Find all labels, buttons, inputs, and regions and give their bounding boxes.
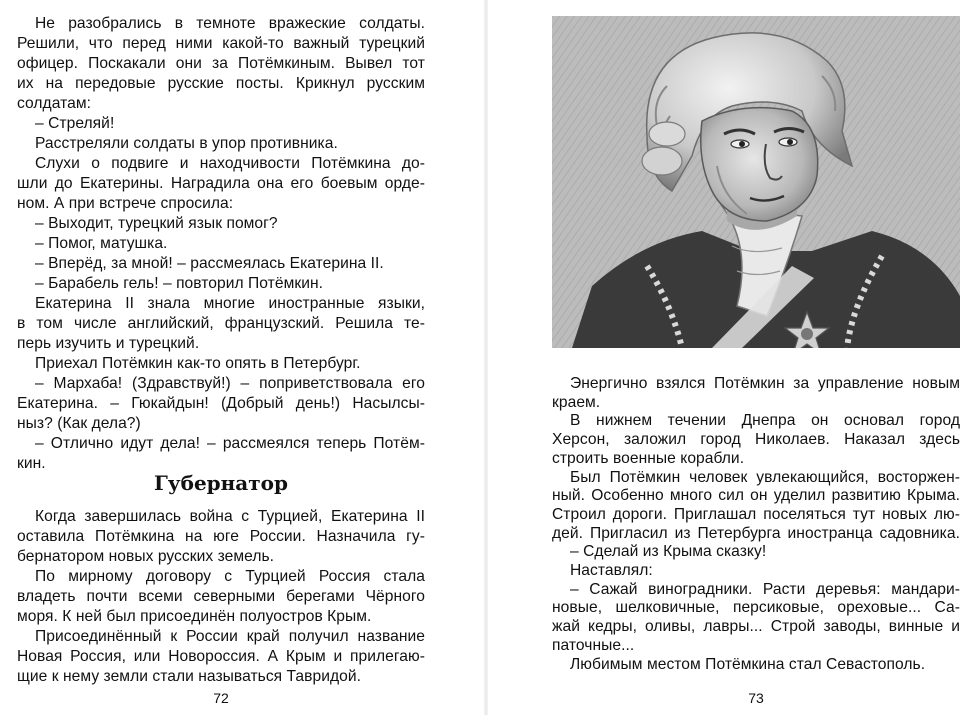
text-line: – Отлично идут дела! – рассмеялся теперь Потём- bbox=[35, 435, 425, 452]
page-number: 72 bbox=[213, 690, 229, 706]
text-line: – Помог, матушка. bbox=[35, 235, 168, 252]
text-line: Когда завершилась война с Турцией, Екатерина II bbox=[35, 508, 425, 525]
text-line: Любимым местом Потёмкина стал Севастополь. bbox=[570, 655, 926, 673]
text-line: Новая Россия, или Новороссия. А Крым и прилегаю- bbox=[17, 648, 425, 665]
text-line: краем. bbox=[552, 393, 601, 411]
text-line: Приехал Потёмкин как-то опять в Петербург. bbox=[35, 355, 361, 372]
text-line: дей. Пригласил из Петербурга иностранца садовника. bbox=[552, 524, 960, 542]
text-line: шли до Екатерины. Наградила она его боевым орде- bbox=[17, 175, 425, 192]
text-line: – Вперёд, за мной! – рассмеялась Екатерина II. bbox=[35, 255, 384, 272]
right-page bbox=[486, 0, 972, 715]
text-line: В нижнем течении Днепра он основал город bbox=[570, 412, 960, 430]
text-line: – Сажай виноградники. Расти деревья: мандари- bbox=[570, 580, 960, 598]
text-line: – Барабель гель! – повторил Потёмкин. bbox=[35, 275, 324, 292]
text-line: моря. К ней был присоединён полуостров Крым. bbox=[17, 608, 372, 625]
text-line: ном. А при встрече спросила: bbox=[17, 195, 234, 212]
text-line: Расстреляли солдаты в упор противника. bbox=[35, 135, 338, 152]
text-line: Екатерина II знала многие иностранные языки, bbox=[35, 295, 425, 312]
text-line: – Мархаба! (Здравствуй!) – поприветствовала его bbox=[35, 375, 425, 392]
text-line: щие к нему земли стали называться Тавридой. bbox=[17, 668, 361, 685]
text-line: офицер. Поскакали они за Потёмкиным. Вывел тот bbox=[17, 55, 425, 72]
text-line: – Выходит, турецкий язык помог? bbox=[35, 215, 278, 232]
text-line: в том числе английский, французский. Решила те- bbox=[17, 315, 425, 332]
text-line: оставила Потёмкина на юге России. Назначила гу- bbox=[17, 528, 425, 545]
text-line: – Стреляй! bbox=[35, 115, 115, 132]
text-line: жай кедры, оливы, лавры... Строй заводы, винные и bbox=[552, 618, 960, 636]
text-line: Энергично взялся Потёмкин за управление новым bbox=[570, 375, 960, 392]
text-line: Решили, что перед ними какой-то важный турецкий bbox=[17, 35, 425, 52]
text-line: строить военные корабли. bbox=[552, 449, 745, 467]
text-line: Херсон, заложил город Николаев. Наказал здесь bbox=[552, 431, 960, 449]
text-line: новые, шелковичные, персиковые, ореховые... Са- bbox=[552, 599, 960, 617]
text-line: ныз? (Как дела?) bbox=[17, 415, 141, 432]
text-line: солдатам: bbox=[17, 95, 91, 112]
page-number: 73 bbox=[748, 690, 764, 706]
text-line: – Сделай из Крыма сказку! bbox=[570, 543, 767, 561]
text-line: Не разобрались в темноте вражеские солдаты. bbox=[35, 15, 425, 32]
text-line: По мирному договору с Турцией Россия стала bbox=[35, 568, 425, 585]
text-line: Был Потёмкин человек увлекающийся, восторжен- bbox=[570, 468, 960, 486]
text-line: владеть почти всеми северными берегами Чёрного bbox=[17, 588, 425, 605]
text-line: Строил дороги. Приглашал поселяться тут новых лю- bbox=[552, 505, 960, 523]
text-line: Наставлял: bbox=[570, 562, 653, 579]
section-heading: Губернатор bbox=[154, 471, 288, 495]
text-line: ный. Особенно много сил он уделил развитию Крыма. bbox=[552, 487, 960, 505]
text-line: Екатерина. – Гюкайдын! (Добрый день!) Насылсы- bbox=[17, 395, 425, 412]
text-line: паточные... bbox=[552, 636, 635, 654]
text-line: их на передовые русские посты. Крикнул русским bbox=[17, 75, 425, 92]
text-line: Слухи о подвиге и находчивости Потёмкина до- bbox=[35, 155, 425, 172]
text-line: Присоединённый к России край получил название bbox=[35, 628, 425, 645]
text-line: бернатором новых русских земель. bbox=[17, 548, 275, 565]
text-line: кин. bbox=[17, 455, 46, 472]
text-line: перь изучить и турецкий. bbox=[17, 335, 200, 352]
